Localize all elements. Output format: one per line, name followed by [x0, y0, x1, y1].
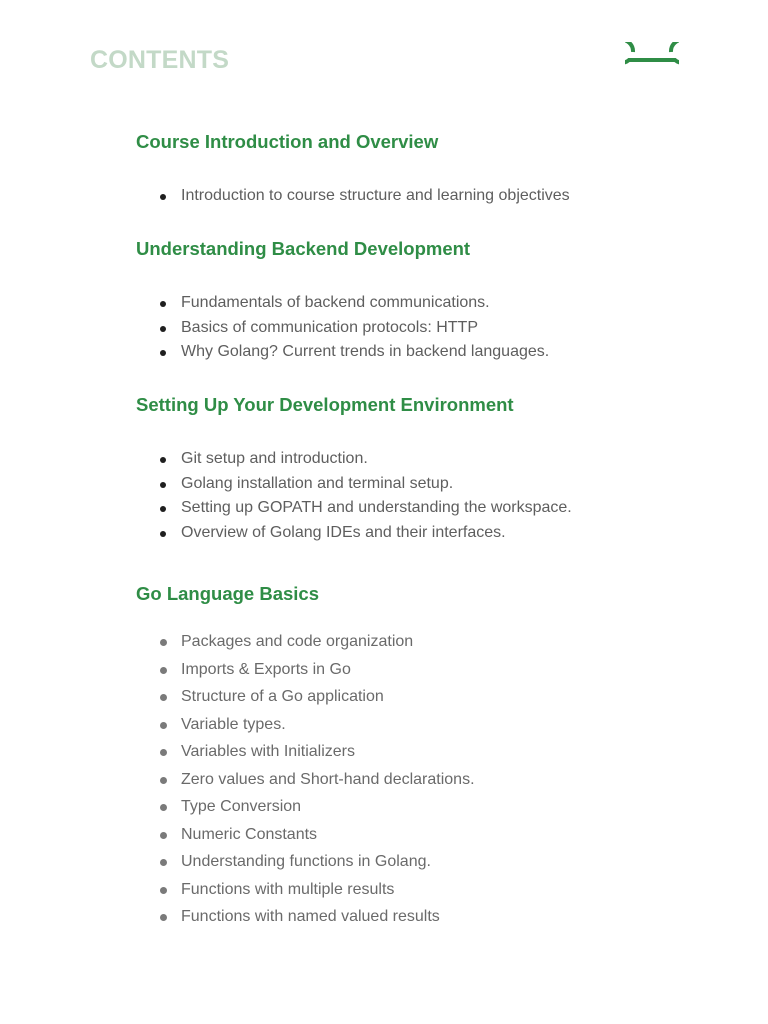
topic-list: [136, 447, 736, 545]
topic-list: [136, 291, 736, 365]
section-development-environment: [136, 394, 736, 545]
list-item: Numeric Constants: [136, 821, 736, 849]
list-item: Functions with named valued results: [136, 903, 736, 931]
list-item: Variables with Initializers: [136, 738, 736, 766]
section-heading: Setting Up Your Development Environment: [136, 394, 514, 415]
list-item: Understanding functions in Golang.: [136, 848, 736, 876]
list-item: Basics of communication protocols: HTTP: [136, 316, 736, 341]
section-go-language-basics: [136, 583, 736, 931]
section-course-introduction: [136, 131, 736, 209]
page-title: CONTENTS: [90, 46, 230, 74]
section-heading: Understanding Backend Development: [136, 238, 471, 259]
list-item: Variable types.: [136, 711, 736, 739]
list-item: Why Golang? Current trends in backend languages.: [136, 340, 736, 365]
list-item: Packages and code organization: [136, 628, 736, 656]
geeksforgeeks-logo-icon: [625, 42, 679, 76]
list-item: Zero values and Short-hand declarations.: [136, 766, 736, 794]
topic-list: [136, 184, 736, 209]
list-item: Fundamentals of backend communications.: [136, 291, 736, 316]
list-item: Imports & Exports in Go: [136, 656, 736, 684]
list-item: Golang installation and terminal setup.: [136, 472, 736, 497]
section-heading: Go Language Basics: [136, 583, 319, 604]
section-backend-development: [136, 238, 736, 365]
list-item: Setting up GOPATH and understanding the workspace.: [136, 496, 736, 521]
section-heading: Course Introduction and Overview: [136, 131, 439, 152]
list-item: Type Conversion: [136, 793, 736, 821]
list-item: Git setup and introduction.: [136, 447, 736, 472]
list-item: Overview of Golang IDEs and their interfaces.: [136, 521, 736, 546]
list-item: Structure of a Go application: [136, 683, 736, 711]
topic-list: [136, 628, 736, 931]
list-item: Introduction to course structure and learning objectives: [136, 184, 736, 209]
list-item: Functions with multiple results: [136, 876, 736, 904]
